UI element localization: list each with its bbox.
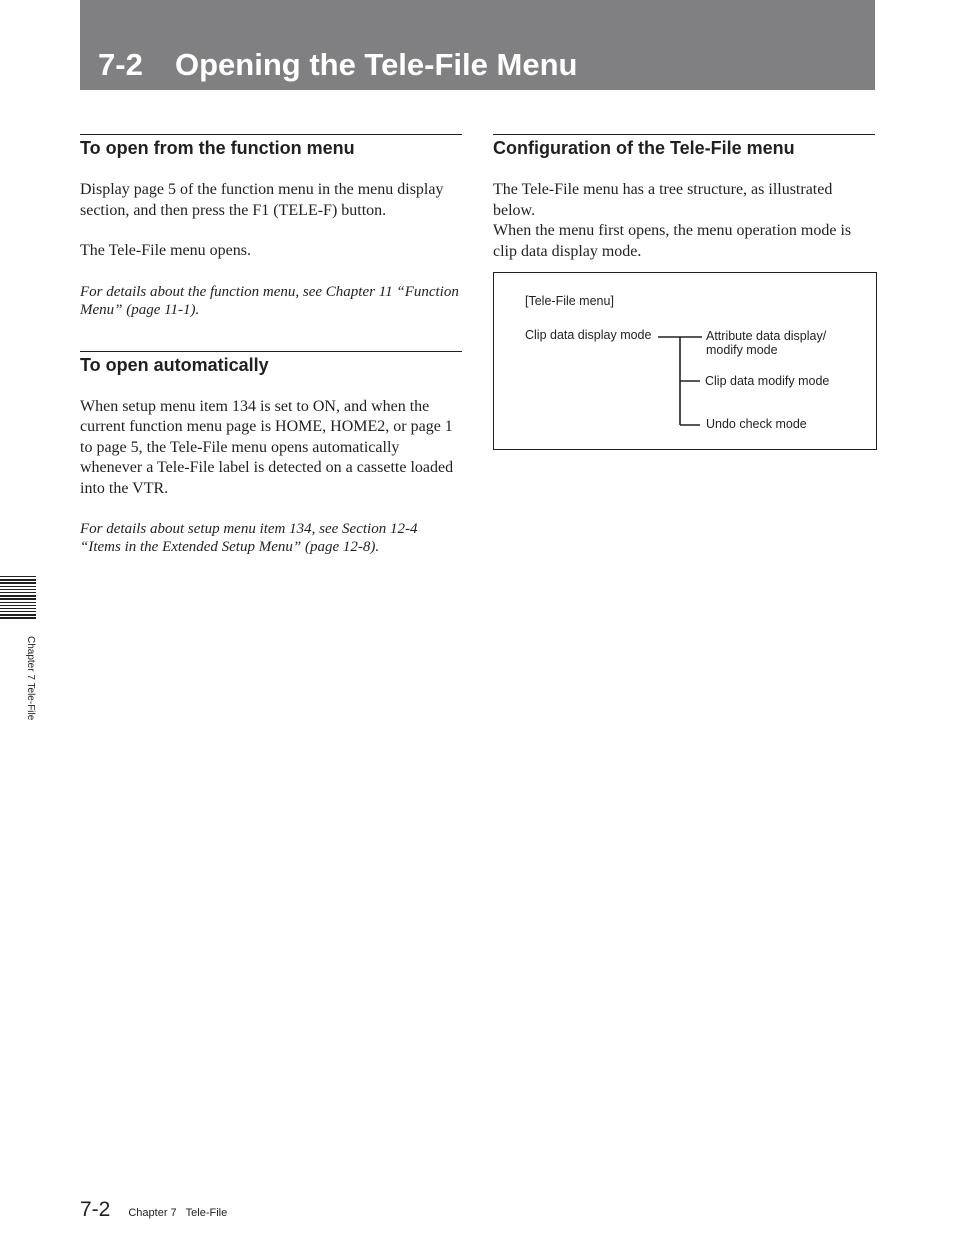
paragraph: When setup menu item 134 is set to ON, and when the current function menu page is HOME, HOME2, or page 1 to page 5, the Tele-File menu opens automatically whenever a Tele-File label is detected on a cassette loaded into the VTR. [80,397,454,497]
page-title [98,46,577,84]
right-column [493,134,875,262]
section-title: Opening the Tele-File Menu [175,47,578,82]
paragraph: When the menu first opens, the menu operation mode is clip data display mode. [493,222,852,260]
tree-child-node: Undo check mode [706,417,807,431]
cross-reference-note: For details about setup menu item 134, see Section 12-4 “Items in the Extended Setup Menu” (page 12-8). [80,521,418,555]
tree-child-node: Attribute data display/ modify mode [706,329,827,357]
section-open-from-function-menu [80,134,462,319]
tab-line [0,576,36,577]
section-open-automatically [80,351,462,557]
tab-line [0,605,36,606]
tree-root-node: Clip data display mode [525,328,652,342]
section-heading: To open automatically [80,354,269,375]
tab-line [0,579,36,580]
footer-chapter: Chapter 7 Tele-File [128,1207,228,1219]
paragraph: Display page 5 of the function menu in the menu display section, and then press the F1 (TELE-F) button. [80,181,444,219]
section-number: 7-2 [98,47,143,82]
tab-line [0,617,36,618]
tab-line [0,611,36,612]
section-configuration [493,134,875,262]
tab-line [0,595,36,596]
tab-line [0,589,36,590]
tab-line [0,598,36,599]
sidebar-chapter-label: Chapter 7 Tele-File [25,636,36,721]
tab-line [0,582,36,583]
tele-file-menu-tree-diagram [493,272,877,450]
paragraph: The Tele-File menu has a tree structure, as illustrated below. [493,181,833,219]
chapter-tab-marks [0,576,36,621]
tab-line [0,608,36,609]
tab-line [0,602,36,603]
tree-child-node: Clip data modify mode [705,374,830,388]
diagram-title: [Tele-File menu] [525,294,614,308]
paragraph: The Tele-File menu opens. [80,242,251,259]
section-heading: To open from the function menu [80,138,355,158]
cross-reference-note: For details about the function menu, see Chapter 11 “Function Menu” (page 11-1). [80,283,459,318]
page-footer [80,1198,227,1222]
chapter-banner [80,0,875,90]
left-column [80,134,462,556]
tab-line [0,592,36,593]
page-number: 7-2 [80,1198,111,1221]
section-heading: Configuration of the Tele-File menu [493,138,795,158]
tab-line [0,614,36,615]
tab-line [0,586,36,587]
